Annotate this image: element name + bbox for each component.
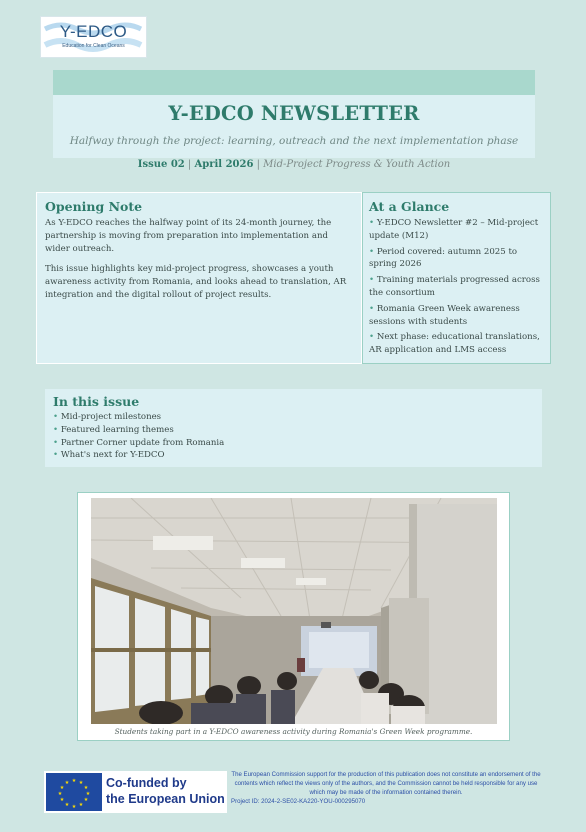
list-item: • Y-EDCO Newsletter #2 – Mid-project update (M12) [369,218,539,241]
issue-line [53,159,535,170]
issue-separator: | [256,159,260,170]
photo-frame [77,492,510,741]
newsletter-title: Y-EDCO NEWSLETTER [168,102,420,125]
list-item: • Period covered: autumn 2025 to spring 2026 [369,246,518,270]
list-item: • Partner Corner update from Romania [53,437,225,448]
opening-note-heading: Opening Note [45,199,143,214]
svg-text:★: ★ [57,791,63,797]
issue-number: Issue 02 [137,159,185,170]
svg-text:★: ★ [64,780,70,786]
project-id: Project ID: 2024-2-SE02-KA220-YOU-000295070 [231,798,366,805]
list-item: • Mid-project milestones [53,412,162,422]
svg-text:★: ★ [71,778,77,784]
in-this-issue-heading: In this issue [53,394,140,409]
photo-caption: Students taking part in a Y-EDCO awareness activity during Romania's Green Week programme. [114,727,473,736]
svg-text:★: ★ [83,785,89,791]
svg-text:★: ★ [85,791,91,797]
at-a-glance-box [362,192,551,364]
list-item: • Romania Green Week awareness sessions with students [369,303,520,327]
eu-name-label: the European Union [106,792,225,806]
eu-flag-icon [46,773,102,811]
newsletter-subtitle: Halfway through the project: learning, outreach and the next implementation phase [69,135,519,147]
list-item: • Training materials progressed across the consortium [369,275,540,298]
opening-note-paragraph: As Y-EDCO reaches the halfway point of its 24-month journey, the partnership is moving from preparation into implementation and wider outreach. [45,218,332,254]
header-band [53,70,535,95]
svg-text:★: ★ [78,802,84,808]
y-edco-logo [40,16,147,58]
in-this-issue-box [45,389,542,467]
issue-date: April 2026 [194,159,254,170]
at-a-glance-list [369,217,547,360]
eu-funding-logo [44,771,227,813]
logo-tagline: Education for Clean Oceans [62,43,125,49]
eu-disclaimer [231,770,541,806]
disclaimer-text: The European Commission support for the production of this publication does not constitute an endorsement of the contents which reflect the views only of the authors, and the Commission cannot be held responsible for any use which may be made of the information contained therein. [231,771,541,796]
svg-text:★: ★ [59,797,65,803]
svg-text:★: ★ [78,780,84,786]
issue-theme: Mid-Project Progress & Youth Action [263,159,451,170]
list-item: • Next phase: educational translations, AR application and LMS access [369,332,540,356]
svg-text:★: ★ [83,797,89,803]
logo-name: Y-EDCO [59,22,128,41]
list-item: • What's next for Y-EDCO [53,450,165,461]
svg-text:★: ★ [64,802,70,808]
svg-text:★: ★ [59,785,65,791]
issue-separator: | [187,159,192,170]
at-a-glance-heading: At a Glance [369,199,450,214]
opening-note-paragraph: This issue highlights key mid-project progress, showcases a youth awareness activity from Romania, and looks ahead to translation, AR integration and the digital rollout of project results. [45,264,347,300]
classroom-photo [91,498,497,724]
svg-text:★: ★ [71,804,77,810]
opening-note-box [36,192,362,364]
list-item: • Featured learning themes [53,424,174,435]
eu-cofunded-label: Co-funded by [106,776,187,790]
in-this-issue-list [53,411,224,462]
